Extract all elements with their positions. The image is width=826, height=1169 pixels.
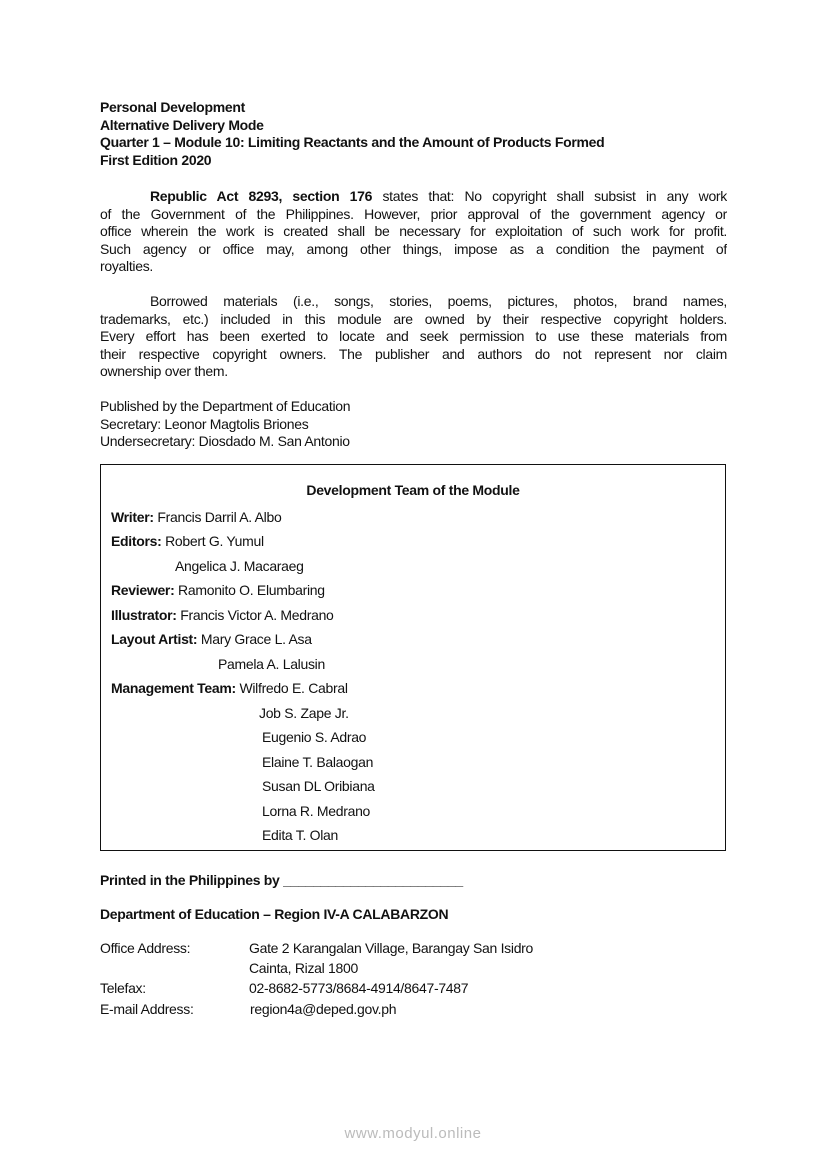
- publisher-info: [100, 398, 350, 451]
- management-member: Lorna R. Medrano: [262, 803, 371, 819]
- module-title: Quarter 1 – Module 10: Limiting Reactants and the Amount of Products Formed: [100, 134, 605, 150]
- editor: Angelica J. Macaraeg: [175, 558, 304, 574]
- law-reference: Republic Act 8293, section 176: [150, 188, 373, 204]
- reviewer-row: [111, 581, 325, 599]
- writer-row: [111, 508, 281, 526]
- text-line: royalties.: [100, 258, 154, 274]
- management-member: Job S. Zape Jr.: [259, 705, 349, 721]
- label: Layout Artist:: [111, 631, 198, 647]
- label: Management Team:: [111, 680, 236, 696]
- value: Robert G. Yumul: [161, 533, 264, 549]
- team-title: Development Team of the Module: [306, 482, 520, 498]
- value: Francis Victor A. Medrano: [176, 607, 334, 623]
- label: Illustrator:: [111, 607, 177, 623]
- office-address: Gate 2 Karangalan Village, Barangay San Isidro: [249, 940, 534, 956]
- publisher: Published by the Department of Education: [100, 398, 351, 414]
- management-member: Susan DL Oribiana: [262, 778, 375, 794]
- mode-title: Alternative Delivery Mode: [100, 116, 264, 133]
- value: Francis Darril A. Albo: [153, 509, 282, 525]
- module-header: [100, 99, 604, 169]
- text-line: Borrowed materials (i.e., songs, stories, poems, pictures, photos, brand names,: [150, 293, 727, 309]
- email-value: region4a@deped.gov.ph: [250, 1001, 397, 1017]
- management-row: [111, 679, 348, 697]
- text-line: ownership over them.: [100, 363, 228, 379]
- management-member: Edita T. Olan: [262, 827, 338, 843]
- label: Editors:: [111, 533, 162, 549]
- subject-title: Personal Development: [100, 99, 245, 115]
- printed-by: Printed in the Philippines by ________________________: [100, 872, 463, 888]
- value: Wilfredo E. Cabral: [235, 680, 348, 696]
- email-label: E-mail Address:: [100, 1001, 194, 1017]
- watermark: www.modyul.online: [344, 1125, 482, 1142]
- undersecretary: Undersecretary: Diosdado M. San Antonio: [100, 433, 350, 449]
- management-member: Elaine T. Balaogan: [262, 754, 374, 770]
- editors-row: [111, 532, 264, 550]
- borrowed-materials-paragraph: [100, 293, 727, 381]
- development-team-box: [100, 464, 726, 851]
- telefax-value: 02-8682-5773/8684-4914/8647-7487: [249, 980, 469, 996]
- management-member: Eugenio S. Adrao: [262, 729, 367, 745]
- text-line: Every effort has been exerted to locate and seek permission to use these materials from: [100, 328, 727, 344]
- text-line: office wherein the work is created shall be necessary for exploitation of such work for profit.: [100, 223, 727, 239]
- text-line: their respective copyright owners. The publisher and authors do not represent nor claim: [100, 345, 727, 362]
- value: Mary Grace L. Asa: [197, 631, 312, 647]
- office-label: Office Address:: [100, 940, 191, 956]
- illustrator-row: [111, 606, 334, 624]
- secretary: Secretary: Leonor Magtolis Briones: [100, 415, 309, 432]
- text-line: states that: No copyright shall subsist in any work: [372, 188, 727, 204]
- value: Ramonito O. Elumbaring: [174, 582, 325, 598]
- region-heading: Department of Education – Region IV-A CALABARZON: [100, 906, 449, 922]
- text-line: Such agency or office may, among other things, impose as a condition the payment of: [100, 240, 727, 257]
- office-address-city: Cainta, Rizal 1800: [249, 960, 358, 976]
- label: Writer:: [111, 509, 154, 525]
- copyright-paragraph: [100, 188, 727, 276]
- text-line: of the Government of the Philippines. However, prior approval of the government agency or: [100, 205, 727, 222]
- label: Reviewer:: [111, 582, 175, 598]
- edition: First Edition 2020: [100, 151, 212, 168]
- telefax-label: Telefax:: [100, 980, 146, 996]
- text-line: trademarks, etc.) included in this module are owned by their respective copyright holders.: [100, 310, 727, 327]
- layout-row: [111, 630, 312, 648]
- layout-artist: Pamela A. Lalusin: [218, 656, 325, 672]
